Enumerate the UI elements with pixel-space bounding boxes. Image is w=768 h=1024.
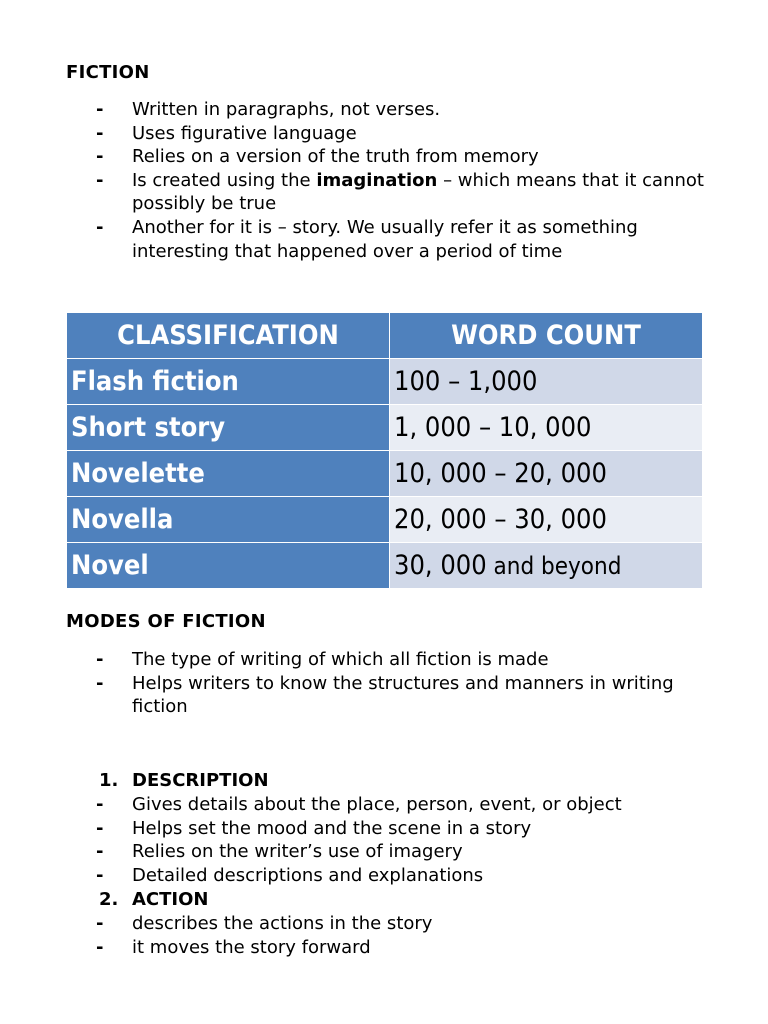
- count-value: 10, 000 – 20, 000: [394, 458, 607, 489]
- classification-cell: Novella: [67, 497, 390, 543]
- count-value: 20, 000 – 30, 000: [394, 504, 607, 535]
- count-value: 1, 000 – 10, 000: [394, 412, 592, 443]
- word-count-header: WORD COUNT: [390, 313, 703, 359]
- list-item: [96, 864, 716, 888]
- dash-marker: -: [96, 913, 104, 934]
- action-title: ACTION: [132, 889, 209, 910]
- list-item-text: Helps writers to know the structures and manners in writing fiction: [132, 672, 674, 718]
- dash-marker: -: [96, 841, 104, 863]
- table-row: [67, 543, 703, 589]
- description-number: 1.: [99, 770, 119, 791]
- table-header-row: [67, 313, 703, 359]
- classification-cell: Short story: [67, 405, 390, 451]
- fiction-bullet-list: [96, 98, 716, 263]
- modes-bullet-list: [96, 648, 716, 719]
- dash-marker: -: [96, 794, 104, 815]
- list-item: [96, 936, 716, 960]
- dash-marker: -: [96, 864, 104, 886]
- action-number: 2.: [99, 889, 119, 910]
- table-row: [67, 497, 703, 543]
- action-bullet-list: [96, 912, 716, 959]
- list-item: [96, 672, 716, 719]
- word-count-cell: [390, 405, 703, 451]
- list-item: [96, 216, 716, 263]
- classification-cell: Flash fiction: [67, 359, 390, 405]
- list-item: [96, 793, 716, 817]
- classification-header: CLASSIFICATION: [67, 313, 390, 359]
- dash-marker: -: [96, 99, 104, 120]
- description-title: DESCRIPTION: [132, 770, 269, 791]
- list-item: [96, 122, 716, 146]
- count-suffix: and beyond: [486, 552, 622, 580]
- action-heading: [99, 888, 208, 912]
- list-item-text: Another for it is – story. We usually refer it as something interesting that happened over a period of time: [132, 216, 638, 262]
- dash-marker: -: [96, 817, 104, 839]
- fiction-heading: FICTION: [66, 62, 150, 83]
- list-item-text: Written in paragraphs, not verses.: [132, 99, 441, 120]
- imagination-bold: imagination: [316, 169, 438, 191]
- word-count-cell: [390, 497, 703, 543]
- dash-marker: -: [96, 672, 104, 694]
- list-item-text: Detailed descriptions and explanations: [132, 864, 484, 886]
- list-item: [96, 648, 716, 672]
- list-item-text-end: – which means that it cannot possibly be true: [132, 169, 704, 215]
- classification-cell: Novelette: [67, 451, 390, 497]
- description-bullet-list: [96, 793, 716, 887]
- word-count-cell: [390, 359, 703, 405]
- list-item-text: it moves the story forward: [132, 936, 371, 958]
- word-count-cell: [390, 543, 703, 589]
- table-row: [67, 451, 703, 497]
- classification-cell: Novel: [67, 543, 390, 589]
- dash-marker: -: [96, 146, 104, 168]
- list-item-text: Relies on the writer’s use of imagery: [132, 841, 463, 863]
- count-value: 100 – 1,000: [394, 366, 538, 397]
- dash-marker: -: [96, 169, 104, 191]
- list-item: [96, 817, 716, 841]
- dash-marker: -: [96, 936, 104, 958]
- list-item-text: Relies on a version of the truth from memory: [132, 146, 539, 168]
- word-count-cell: [390, 451, 703, 497]
- modes-heading: MODES OF FICTION: [66, 611, 266, 632]
- list-item-text-start: Is created using the: [132, 169, 317, 191]
- list-item: [96, 145, 716, 169]
- table-row: [67, 405, 703, 451]
- list-item-text: describes the actions in the story: [132, 913, 433, 934]
- description-heading: [99, 769, 269, 793]
- count-value: 30, 000: [394, 550, 487, 581]
- list-item: [96, 912, 716, 936]
- list-item-text: Gives details about the place, person, event, or object: [132, 794, 622, 815]
- list-item-text: Uses figurative language: [132, 122, 357, 144]
- table-row: [67, 359, 703, 405]
- dash-marker: -: [96, 649, 104, 670]
- list-item: [96, 98, 716, 122]
- dash-marker: -: [96, 216, 104, 238]
- word-count-table: [66, 312, 703, 589]
- dash-marker: -: [96, 122, 104, 144]
- list-item: [96, 169, 716, 216]
- list-item-text: The type of writing of which all fiction is made: [132, 649, 549, 670]
- list-item-text: Helps set the mood and the scene in a story: [132, 817, 532, 839]
- list-item: [96, 840, 716, 864]
